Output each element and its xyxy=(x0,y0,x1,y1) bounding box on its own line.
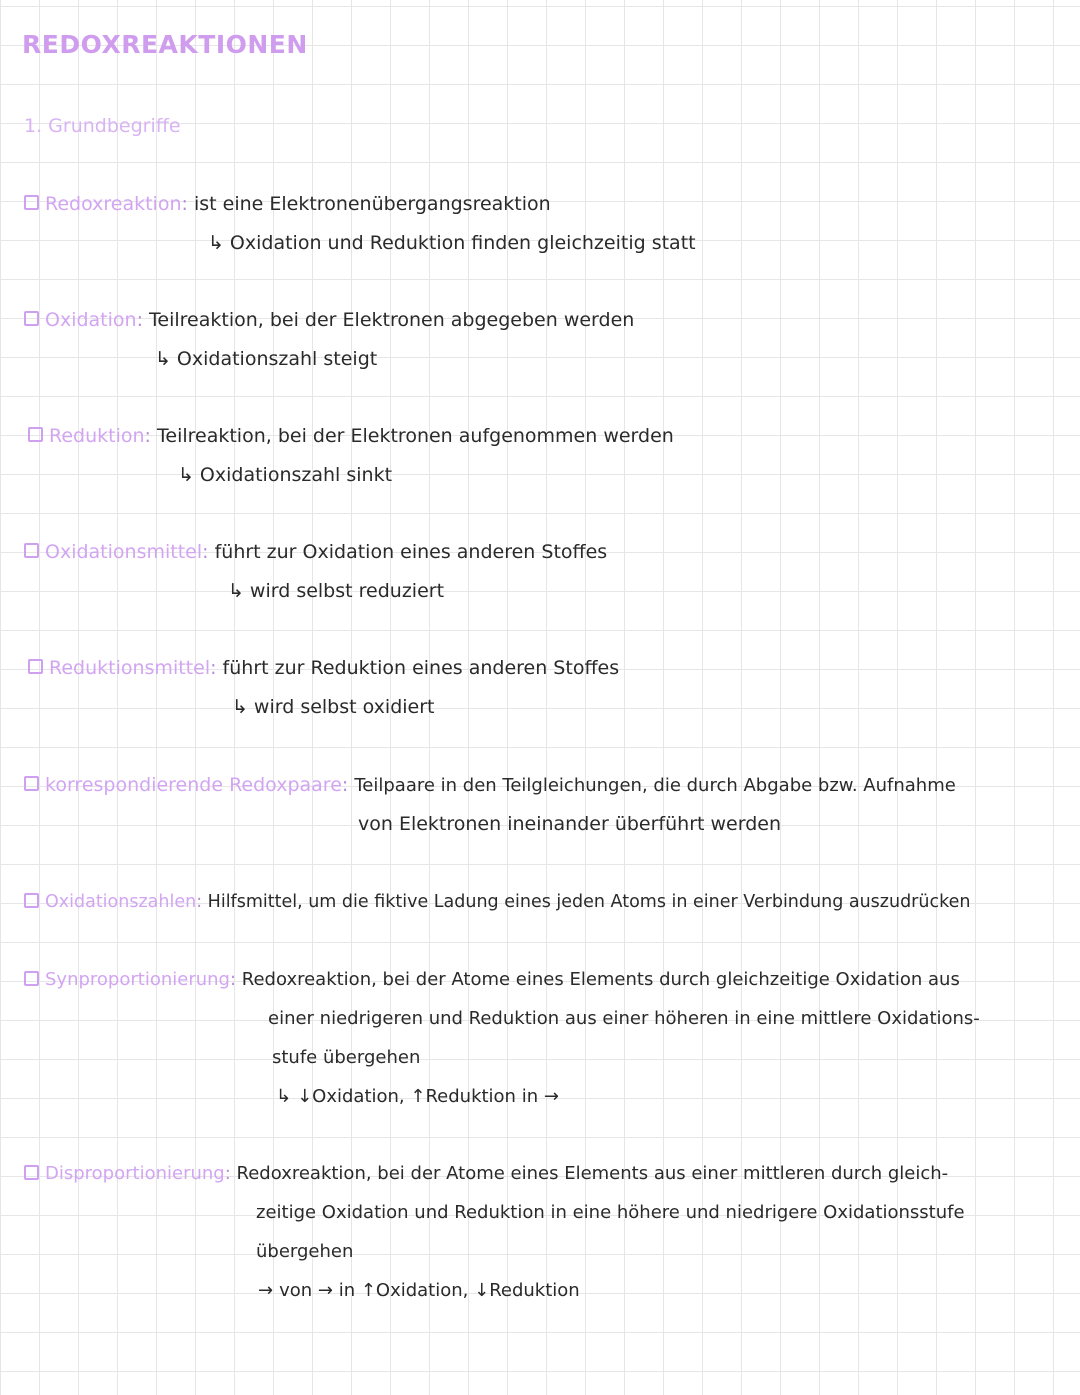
term-label: Oxidationszahlen xyxy=(45,892,197,912)
checkbox-icon[interactable] xyxy=(24,543,39,558)
definition-text: Hilfsmittel, um die fiktive Ladung eines jeden Atoms in einer Verbindung auszudrücken xyxy=(207,892,971,912)
term-label: Oxidationsmittel xyxy=(45,541,203,563)
entry-oxidationszahlen: Oxidationszahlen: Hilfsmittel, um die fiktive Ladung eines jeden Atoms in einer Verbindung auszudrücken xyxy=(24,890,970,914)
continuation-text: von Elektronen ineinander überführt werden xyxy=(358,813,782,835)
definition-text: Redoxreaktion, bei der Atome eines Elements aus einer mittleren durch gleich- xyxy=(236,1163,949,1184)
sub-text: wird selbst oxidiert xyxy=(253,696,435,718)
continuation-text: stufe übergehen xyxy=(272,1047,421,1068)
return-arrow-icon: ↳ xyxy=(178,464,194,486)
checkbox-icon[interactable] xyxy=(28,659,43,674)
entry-redoxpaare: korrespondierende Redoxpaare: Teilpaare in den Teilgleichungen, die durch Abgabe bzw. Aufnahme xyxy=(24,773,956,798)
checkbox-icon[interactable] xyxy=(28,427,43,442)
sub-text: Oxidationszahl sinkt xyxy=(199,464,393,486)
entry-oxidationsmittel-sub xyxy=(228,579,444,603)
entry-disproportionierung-line2 xyxy=(256,1201,965,1225)
term-label: Reduktionsmittel xyxy=(49,657,211,679)
entry-oxidation: Oxidation: Teilreaktion, bei der Elektronen abgegeben werden xyxy=(24,308,634,332)
checkbox-icon[interactable] xyxy=(24,195,39,210)
sub-text: Oxidation und Reduktion finden gleichzeitig statt xyxy=(229,232,696,254)
sub-text: Oxidationszahl steigt xyxy=(176,348,378,370)
entry-reduktionsmittel-sub xyxy=(232,695,435,719)
continuation-text: zeitige Oxidation und Reduktion in eine höhere und niedrigere Oxidationsstufe xyxy=(256,1202,965,1223)
entry-synproportionierung: Synproportionierung: Redoxreaktion, bei der Atome eines Elements durch gleichzeitige Oxidation aus xyxy=(24,968,960,992)
entry-disproportionierung-sub xyxy=(258,1279,580,1303)
sub-text: wird selbst reduziert xyxy=(249,580,445,602)
section-heading: 1. Grundbegriffe xyxy=(24,115,181,137)
entry-redoxreaktion: Redoxreaktion: ist eine Elektronenübergangsreaktion xyxy=(24,192,551,216)
definition-text: Teilreaktion, bei der Elektronen aufgenommen werden xyxy=(157,425,674,447)
return-arrow-icon: ↳ xyxy=(232,696,248,718)
return-arrow-icon: ↳ xyxy=(155,348,171,370)
entry-reduktionsmittel: Reduktionsmittel: führt zur Reduktion eines anderen Stoffes xyxy=(28,656,619,680)
entry-redoxreaktion-sub xyxy=(208,231,696,255)
checkbox-icon[interactable] xyxy=(24,971,39,986)
arrow-icon: → xyxy=(258,1280,274,1301)
checkbox-icon[interactable] xyxy=(24,1165,39,1180)
definition-text: Teilreaktion, bei der Elektronen abgegeben werden xyxy=(149,309,635,331)
term-label: Reduktion xyxy=(49,425,145,447)
entry-reduktion-sub xyxy=(178,463,392,487)
return-arrow-icon: ↳ xyxy=(276,1086,292,1107)
term-label: Oxidation xyxy=(45,309,137,331)
checkbox-icon[interactable] xyxy=(24,311,39,326)
page-title: REDOXREAKTIONEN xyxy=(22,30,308,59)
checkbox-icon[interactable] xyxy=(24,893,39,908)
definition-text: ist eine Elektronenübergangsreaktion xyxy=(193,193,551,215)
entry-synproportionierung-line2 xyxy=(268,1007,980,1031)
term-label: Redoxreaktion xyxy=(45,193,182,215)
definition-text: Teilpaare in den Teilgleichungen, die durch Abgabe bzw. Aufnahme xyxy=(354,775,956,796)
term-label: Synproportionierung xyxy=(45,969,230,990)
entry-oxidation-sub xyxy=(155,347,377,371)
checkbox-icon[interactable] xyxy=(24,776,39,791)
sub-text: von → in ↑Oxidation, ↓Reduktion xyxy=(279,1280,580,1301)
entry-disproportionierung: Disproportionierung: Redoxreaktion, bei der Atome eines Elements aus einer mittleren durch gleich- xyxy=(24,1162,948,1186)
term-label: korrespondierende Redoxpaare xyxy=(45,774,342,796)
entry-synproportionierung-sub xyxy=(276,1085,559,1109)
entry-disproportionierung-line3 xyxy=(256,1240,353,1264)
definition-text: führt zur Oxidation eines anderen Stoffes xyxy=(214,541,608,563)
entry-oxidationsmittel: Oxidationsmittel: führt zur Oxidation eines anderen Stoffes xyxy=(24,540,607,564)
definition-text: führt zur Reduktion eines anderen Stoffes xyxy=(222,657,620,679)
return-arrow-icon: ↳ xyxy=(208,232,224,254)
entry-reduktion: Reduktion: Teilreaktion, bei der Elektronen aufgenommen werden xyxy=(28,424,674,448)
return-arrow-icon: ↳ xyxy=(228,580,244,602)
continuation-text: übergehen xyxy=(256,1241,354,1262)
definition-text: Redoxreaktion, bei der Atome eines Elements durch gleichzeitige Oxidation aus xyxy=(241,969,960,990)
term-label: Disproportionierung xyxy=(45,1163,225,1184)
sub-text: ↓Oxidation, ↑Reduktion in → xyxy=(297,1086,559,1107)
entry-redoxpaare-continuation xyxy=(358,812,781,836)
continuation-text: einer niedrigeren und Reduktion aus einer höheren in eine mittlere Oxidations- xyxy=(268,1008,980,1029)
entry-synproportionierung-line3 xyxy=(272,1046,420,1070)
